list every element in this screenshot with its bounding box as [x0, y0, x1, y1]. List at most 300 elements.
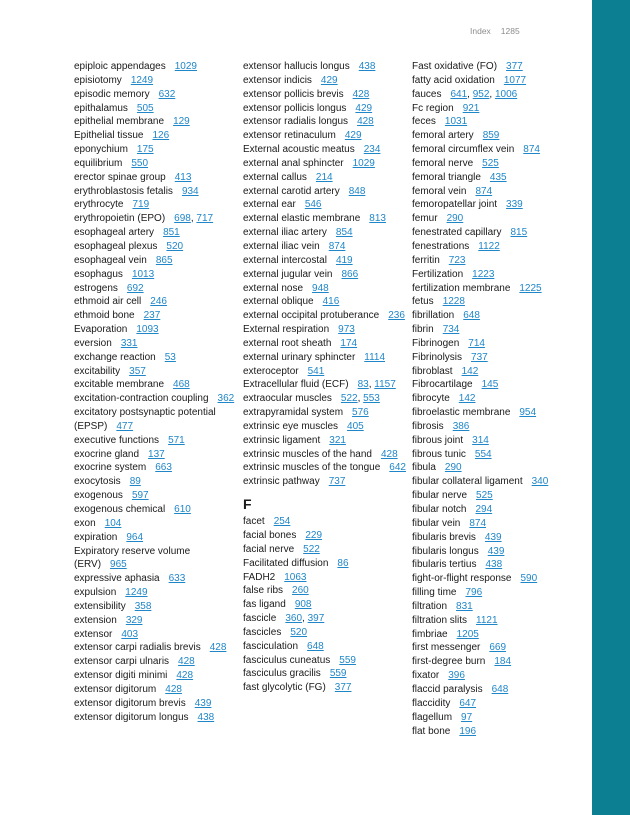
index-term: fetus — [412, 296, 434, 308]
page-reference-link[interactable]: 874 — [475, 185, 493, 197]
index-term: external oblique — [243, 296, 314, 308]
page-reference-link[interactable]: 329 — [125, 614, 143, 626]
index-entry — [412, 628, 578, 642]
page-reference-link[interactable]: 1228 — [442, 296, 465, 308]
page-reference-link[interactable]: 1225 — [519, 282, 542, 294]
index-entry — [412, 545, 578, 559]
index-term: extensibility — [74, 600, 126, 612]
page-reference-link[interactable]: 214 — [315, 171, 333, 183]
page-reference-link[interactable]: 429 — [320, 74, 338, 86]
index-term: external root sheath — [243, 337, 332, 349]
page-reference-link[interactable]: 522 — [303, 543, 320, 555]
page-reference-link[interactable]: 377 — [506, 61, 523, 72]
index-term: extrinsic pathway — [243, 476, 320, 488]
index-term: expiration — [74, 531, 118, 543]
page-reference-link[interactable]: 719 — [132, 199, 150, 211]
index-entry — [74, 323, 240, 337]
page-reference-link[interactable]: 229 — [305, 530, 323, 541]
page-reference-link[interactable]: 714 — [468, 337, 485, 349]
index-term: excitatory postsynaptic potential (EPSP) — [74, 407, 216, 432]
page-reference-link[interactable]: 439 — [194, 697, 212, 709]
index-term: estrogens — [74, 282, 118, 294]
page-reference-link[interactable]: 339 — [506, 199, 523, 211]
page-reference-link[interactable]: 142 — [461, 365, 479, 377]
index-entry — [412, 198, 578, 212]
index-term: fibular vein — [412, 517, 461, 529]
index-term: extensor digiti minimi — [74, 670, 168, 682]
page-reference-link[interactable]: 1249 — [125, 587, 148, 599]
page-reference-link[interactable]: 145 — [481, 379, 499, 391]
page-reference-link[interactable]: 505 — [136, 102, 154, 114]
page-reference-link[interactable]: 1006 — [494, 88, 518, 100]
index-entry — [412, 392, 578, 406]
index-term: fibrocyte — [412, 393, 450, 405]
index-term: exocytosis — [74, 476, 121, 488]
page-reference-link[interactable]: 874 — [469, 517, 487, 529]
page-reference-link[interactable]: 723 — [448, 254, 466, 266]
running-header — [470, 26, 580, 36]
page-reference-link[interactable]: 137 — [148, 448, 165, 460]
page-reference-link[interactable]: 236 — [388, 310, 405, 322]
page-reference-link[interactable]: 331 — [120, 337, 138, 349]
page-reference-link[interactable]: 921 — [462, 102, 480, 114]
page-reference-link[interactable]: 358 — [134, 600, 152, 612]
page-reference-link[interactable]: 86 — [337, 557, 349, 569]
index-entry — [74, 88, 240, 102]
index-entry — [243, 143, 409, 157]
index-entry — [243, 626, 409, 640]
index-term: extrinsic muscles of the tongue — [243, 462, 381, 474]
page-ref-separator: , — [467, 88, 473, 100]
page-reference-link[interactable]: 597 — [131, 490, 149, 502]
index-entry — [243, 612, 409, 626]
index-term: extensor radialis longus — [243, 116, 349, 128]
page-reference-link[interactable]: 126 — [152, 130, 170, 142]
index-entry — [74, 129, 240, 143]
index-term: Fast oxidative (FO) — [412, 61, 498, 72]
index-term: extraocular muscles — [243, 393, 332, 405]
page-reference-link[interactable]: 737 — [328, 476, 346, 488]
index-entry — [74, 143, 240, 157]
page-reference-link[interactable]: 1077 — [503, 74, 527, 86]
page-reference-link[interactable]: 692 — [126, 282, 144, 294]
page-reference-link[interactable]: 386 — [452, 420, 470, 432]
page-reference-link[interactable]: 174 — [340, 337, 358, 349]
page-reference-link[interactable]: 669 — [489, 642, 507, 654]
page-reference-link[interactable]: 1157 — [374, 379, 396, 391]
index-entry — [74, 157, 240, 171]
page-reference-link[interactable]: 663 — [155, 462, 172, 474]
page-reference-link[interactable]: 546 — [304, 199, 322, 211]
page-reference-link[interactable]: 1114 — [364, 351, 386, 363]
page-reference-link[interactable]: 237 — [143, 310, 161, 322]
index-term: external urinary sphincter — [243, 351, 356, 363]
index-entry — [243, 392, 409, 406]
index-entry — [74, 545, 240, 573]
page-reference-link[interactable]: 1249 — [130, 74, 154, 86]
page-reference-link[interactable]: 362 — [217, 393, 235, 405]
index-term: esophageal vein — [74, 254, 147, 266]
index-term: exon — [74, 517, 96, 529]
index-entry — [412, 641, 578, 655]
index-entry — [412, 115, 578, 129]
page-reference-link[interactable]: 396 — [448, 670, 465, 682]
page-reference-link[interactable]: 717 — [196, 213, 214, 225]
index-term: flagellum — [412, 711, 453, 723]
page-reference-link[interactable]: 416 — [322, 296, 340, 308]
page-reference-link[interactable]: 1223 — [472, 268, 495, 280]
page-reference-link[interactable]: 554 — [474, 448, 492, 460]
index-entry — [243, 461, 409, 475]
index-entry — [243, 282, 409, 296]
index-term: fasciculation — [243, 640, 299, 652]
index-column-3 — [412, 60, 578, 738]
page-reference-link[interactable]: 428 — [352, 88, 370, 100]
page-reference-link[interactable]: 234 — [363, 144, 381, 156]
page-reference-link[interactable]: 429 — [355, 102, 373, 114]
page-reference-link[interactable]: 438 — [358, 61, 376, 72]
index-entry — [243, 171, 409, 185]
index-term: fibrillation — [412, 310, 455, 322]
index-entry — [243, 654, 409, 668]
page-reference-link[interactable]: 831 — [456, 600, 473, 612]
index-term: fascicles — [243, 626, 282, 638]
page-reference-link[interactable]: 184 — [494, 656, 512, 668]
index-term: extensor indicis — [243, 74, 312, 86]
page-reference-link[interactable]: 525 — [482, 157, 499, 169]
index-term: fenestrations — [412, 240, 470, 252]
index-entry — [74, 711, 240, 725]
index-entry — [74, 351, 240, 365]
index-entry — [412, 434, 578, 448]
page-reference-link[interactable]: 874 — [328, 240, 346, 252]
page-reference-link[interactable]: 1122 — [478, 240, 500, 252]
page-reference-link[interactable]: 648 — [463, 310, 480, 322]
index-entry — [412, 185, 578, 199]
page-reference-link[interactable]: 468 — [173, 379, 190, 391]
page-reference-link[interactable]: 908 — [294, 599, 312, 611]
page-ref-separator: , — [302, 613, 308, 625]
page-reference-link[interactable]: 553 — [363, 393, 380, 405]
page-reference-link[interactable]: 948 — [312, 282, 329, 294]
index-entry — [74, 295, 240, 309]
index-term: extensor hallucis longus — [243, 61, 350, 72]
index-term: External respiration — [243, 324, 330, 336]
page-reference-link[interactable]: 246 — [150, 296, 167, 308]
page-reference-link[interactable]: 851 — [163, 227, 180, 239]
page-reference-link[interactable]: 848 — [348, 185, 366, 197]
page-reference-link[interactable]: 954 — [519, 407, 537, 419]
page-reference-link[interactable]: 648 — [307, 640, 324, 652]
page-reference-link[interactable]: 854 — [335, 227, 353, 239]
page-reference-link[interactable]: 698 — [174, 213, 191, 225]
page-reference-link[interactable]: 737 — [471, 351, 488, 363]
page-reference-link[interactable]: 964 — [126, 531, 144, 543]
page-reference-link[interactable]: 610 — [174, 504, 191, 515]
index-entry — [74, 378, 240, 392]
page-reference-link[interactable]: 571 — [168, 434, 185, 446]
index-entry — [412, 531, 578, 545]
index-entry — [412, 558, 578, 572]
page-reference-link[interactable]: 290 — [446, 213, 464, 225]
page-reference-link[interactable]: 294 — [475, 504, 493, 515]
page-reference-link[interactable]: 874 — [523, 144, 540, 156]
index-entry — [412, 461, 578, 475]
page-reference-link[interactable]: 796 — [465, 587, 483, 599]
page-reference-link[interactable]: 576 — [352, 407, 369, 419]
page-reference-link[interactable]: 97 — [461, 711, 473, 723]
index-term: external iliac artery — [243, 227, 327, 239]
index-entry — [412, 171, 578, 185]
index-term: Fibrocartilage — [412, 379, 473, 391]
index-entry — [74, 60, 240, 74]
page-reference-link[interactable]: 53 — [164, 351, 176, 363]
page-reference-link[interactable]: 541 — [307, 365, 325, 377]
index-term: extension — [74, 614, 117, 626]
index-term: Fertilization — [412, 268, 464, 280]
index-term: external nose — [243, 282, 304, 294]
page-reference-link[interactable]: 865 — [155, 254, 173, 266]
index-entry — [412, 475, 578, 489]
index-entry — [243, 406, 409, 420]
page-reference-link[interactable]: 377 — [334, 682, 352, 694]
index-term: external ear — [243, 199, 296, 211]
page-reference-link[interactable]: 1205 — [456, 628, 479, 640]
page-reference-link[interactable]: 520 — [166, 240, 184, 252]
page-reference-link[interactable]: 813 — [369, 213, 386, 225]
index-term: feces — [412, 116, 436, 128]
index-term: extensor digitorum longus — [74, 711, 189, 723]
index-term: exteroceptor — [243, 365, 299, 377]
index-term: exogenous chemical — [74, 504, 166, 515]
index-entry — [243, 115, 409, 129]
page-reference-link[interactable]: 559 — [329, 668, 347, 680]
index-term: fibularis tertius — [412, 559, 477, 571]
index-term: exchange reaction — [74, 351, 156, 363]
index-entry — [74, 600, 240, 614]
index-entry — [74, 268, 240, 282]
index-entry — [243, 185, 409, 199]
page-reference-link[interactable]: 965 — [110, 559, 127, 571]
index-entry — [74, 517, 240, 531]
header-page-number: 1285 — [500, 26, 520, 36]
page-reference-link[interactable]: 1121 — [476, 614, 498, 626]
index-term: expressive aphasia — [74, 573, 160, 585]
page-reference-link[interactable]: 175 — [136, 144, 154, 156]
page-reference-link[interactable]: 435 — [489, 171, 507, 183]
page-reference-link[interactable]: 104 — [104, 517, 122, 529]
index-entry — [74, 365, 240, 379]
index-term: ethmoid bone — [74, 310, 135, 322]
page-reference-link[interactable]: 314 — [472, 434, 489, 446]
page-reference-link[interactable]: 641 — [450, 88, 468, 100]
index-term: erythropoietin (EPO) — [74, 213, 166, 225]
page-reference-link[interactable]: 403 — [121, 628, 139, 640]
index-entry — [412, 586, 578, 600]
page-reference-link[interactable]: 439 — [487, 545, 505, 557]
index-entry — [412, 406, 578, 420]
index-entry — [74, 697, 240, 711]
page-reference-link[interactable]: 633 — [168, 573, 186, 585]
page-reference-link[interactable]: 590 — [520, 573, 538, 585]
page-reference-link[interactable]: 428 — [357, 116, 374, 128]
page-reference-link[interactable]: 196 — [459, 725, 477, 737]
index-term: facial nerve — [243, 543, 295, 555]
index-term: fascicle — [243, 613, 277, 625]
index-entry — [243, 598, 409, 612]
page-reference-link[interactable]: 428 — [176, 670, 194, 682]
index-entry — [74, 669, 240, 683]
index-term: fibularis longus — [412, 545, 479, 557]
page-reference-link[interactable]: 290 — [444, 462, 462, 474]
index-entry — [74, 489, 240, 503]
page-reference-link[interactable]: 428 — [380, 448, 398, 460]
page-reference-link[interactable]: 438 — [485, 559, 503, 571]
index-term: extensor pollicis brevis — [243, 88, 344, 100]
page-reference-link[interactable]: 405 — [347, 420, 364, 432]
page-reference-link[interactable]: 428 — [178, 656, 195, 668]
index-term: esophageal artery — [74, 227, 155, 239]
index-term: extensor digitorum brevis — [74, 697, 186, 709]
index-term: fatty acid oxidation — [412, 74, 495, 86]
page-ref-separator: , — [357, 393, 364, 405]
page-reference-link[interactable]: 952 — [472, 88, 490, 100]
page-reference-link[interactable]: 1093 — [136, 324, 159, 336]
index-term: external intercostal — [243, 254, 327, 266]
index-term: exocrine system — [74, 462, 147, 474]
index-entry — [412, 254, 578, 268]
page-reference-link[interactable]: 439 — [484, 531, 502, 543]
page-reference-link[interactable]: 859 — [482, 130, 500, 142]
page-reference-link[interactable]: 647 — [459, 697, 477, 709]
index-entry — [74, 226, 240, 240]
index-term: first-degree burn — [412, 656, 486, 668]
index-term: epithalamus — [74, 102, 128, 114]
index-entry — [412, 337, 578, 351]
page-reference-link[interactable]: 815 — [510, 227, 528, 239]
index-entry — [74, 434, 240, 448]
page-reference-link[interactable]: 866 — [341, 268, 359, 280]
index-entry — [74, 212, 240, 226]
index-entry — [74, 461, 240, 475]
index-entry — [74, 641, 240, 655]
index-term: external elastic membrane — [243, 213, 361, 225]
page-reference-link[interactable]: 734 — [442, 324, 460, 336]
page-reference-link[interactable]: 360 — [285, 613, 303, 625]
page-reference-link[interactable]: 648 — [491, 683, 509, 695]
page-reference-link[interactable]: 525 — [476, 490, 493, 502]
index-term: extrinsic eye muscles — [243, 420, 339, 432]
page-reference-link[interactable]: 129 — [173, 116, 190, 128]
page-edge-color-band — [592, 0, 630, 815]
index-entry — [243, 240, 409, 254]
index-term: fenestrated capillary — [412, 227, 502, 239]
index-entry — [74, 628, 240, 642]
page-ref-separator: , — [190, 213, 197, 225]
page-reference-link[interactable]: 340 — [531, 476, 549, 488]
index-term: external iliac vein — [243, 240, 320, 252]
page-reference-link[interactable]: 642 — [389, 462, 406, 474]
index-term: fauces — [412, 88, 442, 100]
page-reference-link[interactable]: 142 — [458, 393, 476, 405]
index-entry — [412, 711, 578, 725]
page-reference-link[interactable]: 522 — [340, 393, 358, 405]
index-term: fasciculus cuneatus — [243, 654, 331, 666]
index-term: executive functions — [74, 434, 160, 446]
index-term: femoral vein — [412, 185, 467, 197]
index-entry — [243, 268, 409, 282]
page-reference-link[interactable]: 973 — [338, 324, 355, 336]
index-entry — [243, 102, 409, 116]
index-entry — [412, 614, 578, 628]
index-entry — [243, 60, 409, 74]
page-reference-link[interactable]: 559 — [339, 654, 356, 666]
page-reference-link[interactable]: 428 — [209, 642, 227, 654]
page-reference-link[interactable]: 413 — [174, 171, 192, 183]
index-entry — [412, 240, 578, 254]
page-reference-link[interactable]: 934 — [181, 185, 199, 197]
index-entry — [74, 337, 240, 351]
page-reference-link[interactable]: 397 — [307, 613, 325, 625]
page-reference-link[interactable]: 429 — [344, 130, 362, 142]
index-term: flat bone — [412, 725, 451, 737]
page-reference-link[interactable]: 1013 — [131, 268, 155, 280]
index-term: fibular collateral ligament — [412, 476, 523, 488]
index-term: ferritin — [412, 254, 440, 266]
page-reference-link[interactable]: 419 — [335, 254, 353, 266]
page-reference-link[interactable]: 83 — [357, 379, 369, 391]
index-term: external callus — [243, 171, 307, 183]
index-term: Fibrinogen — [412, 337, 460, 349]
index-entry — [243, 198, 409, 212]
index-term: external anal sphincter — [243, 157, 344, 169]
index-term: fimbriae — [412, 628, 448, 640]
index-entry — [243, 378, 409, 392]
index-entry — [412, 489, 578, 503]
page-reference-link[interactable]: 550 — [131, 157, 149, 169]
page-reference-link[interactable]: 1031 — [444, 116, 468, 128]
page-reference-link[interactable]: 428 — [165, 683, 182, 695]
index-entry — [412, 572, 578, 586]
index-entry — [74, 254, 240, 268]
index-term: FADH2 — [243, 571, 276, 583]
page-reference-link[interactable]: 89 — [129, 476, 141, 488]
index-entry — [412, 129, 578, 143]
page-reference-link[interactable]: 260 — [292, 585, 309, 597]
page-ref-separator: , — [368, 379, 375, 391]
index-term: femur — [412, 213, 438, 225]
index-entry — [243, 351, 409, 365]
page-reference-link[interactable]: 477 — [116, 420, 134, 432]
page-reference-link[interactable]: 321 — [329, 434, 346, 446]
index-entry — [412, 143, 578, 157]
index-term: external carotid artery — [243, 185, 340, 197]
index-entry — [74, 475, 240, 489]
index-entry — [412, 697, 578, 711]
page-reference-link[interactable]: 357 — [129, 365, 146, 377]
page-reference-link[interactable]: 1029 — [352, 157, 375, 169]
page-reference-link[interactable]: 520 — [290, 626, 308, 638]
page-reference-link[interactable]: 438 — [197, 711, 215, 723]
index-term: fibular notch — [412, 504, 467, 515]
page-reference-link[interactable]: 1063 — [284, 571, 307, 583]
index-term: fibrin — [412, 324, 434, 336]
index-term: extensor carpi ulnaris — [74, 656, 170, 668]
page-reference-link[interactable]: 254 — [273, 516, 291, 528]
page-reference-link[interactable]: 1029 — [174, 61, 197, 72]
page-reference-link[interactable]: 632 — [158, 88, 176, 100]
index-entry — [412, 282, 578, 296]
